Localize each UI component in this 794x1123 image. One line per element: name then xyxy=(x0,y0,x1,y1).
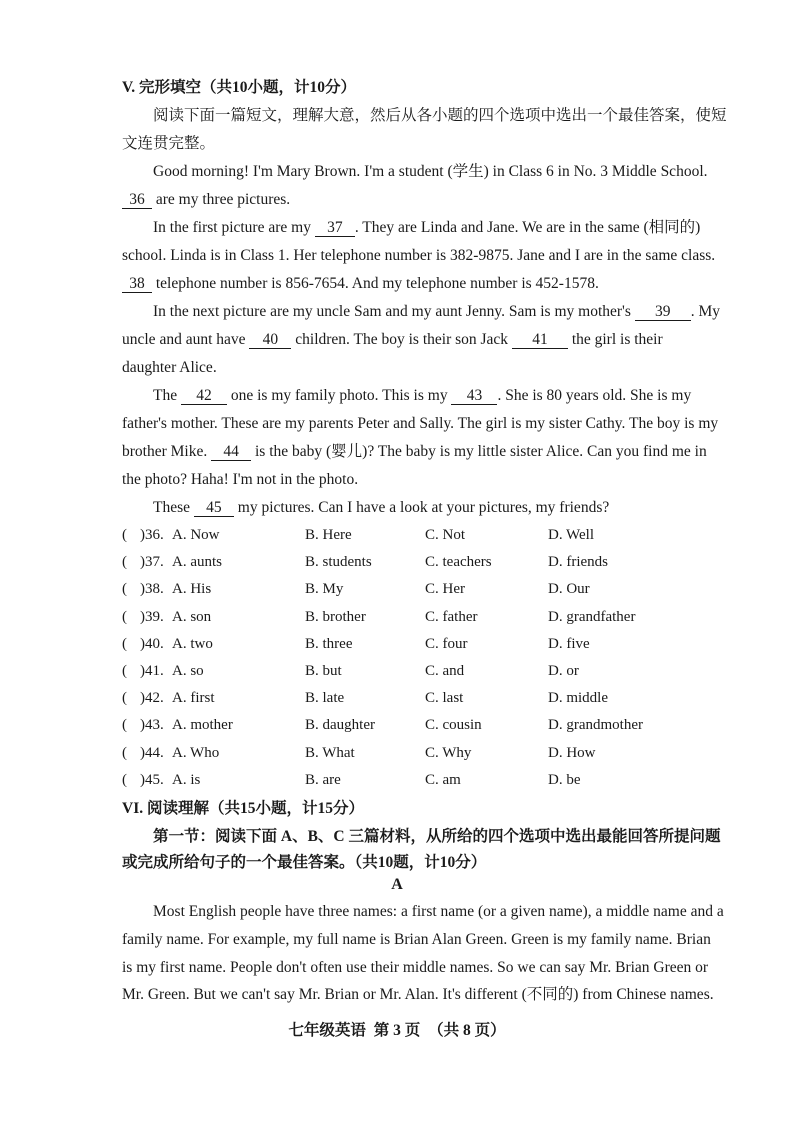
option-b: B. What xyxy=(305,744,355,761)
option-d: D. friends xyxy=(548,554,608,571)
option-d: D. five xyxy=(548,635,590,652)
passage-a-line: family name. For example, my full name is Brian Alan Green. Green is my family name. Brian xyxy=(122,931,711,948)
section-5-instruction: 阅读下面一篇短文，理解大意，然后从各小题的四个选项中选出一个最佳答案，使短 xyxy=(153,107,727,124)
passage-text: brother Mike. xyxy=(122,443,212,460)
passage-text: These xyxy=(153,499,194,516)
option-row xyxy=(0,772,794,796)
answer-bracket: ( xyxy=(122,744,127,761)
passage-line xyxy=(122,274,599,294)
option-row xyxy=(0,717,794,741)
option-c: C. last xyxy=(425,690,464,707)
passage-line xyxy=(153,302,720,322)
option-b: B. daughter xyxy=(305,717,375,734)
passage-line: daughter Alice. xyxy=(122,359,217,376)
passage-text: is the baby (婴儿)? The baby is my little sister Alice. Can you find me in xyxy=(251,443,707,460)
answer-bracket: ( xyxy=(122,663,127,679)
blank-36: 36 xyxy=(122,192,152,209)
option-c: C. four xyxy=(425,635,468,652)
option-c: C. teachers xyxy=(425,554,492,571)
passage-line xyxy=(153,386,691,406)
option-a: A. is xyxy=(172,771,201,788)
footer-total: （共 8 页） xyxy=(428,1022,506,1039)
option-a: A. mother xyxy=(172,717,233,734)
passage-text: one is my family photo. This is my xyxy=(226,387,452,404)
option-a: A. Now xyxy=(172,527,220,543)
passage-text: telephone number is 856-7654. And my telephone number is 452-1578. xyxy=(152,275,599,292)
passage-line xyxy=(153,218,700,238)
question-number: )38. xyxy=(140,581,164,598)
question-number: )42. xyxy=(140,690,164,707)
option-b: B. brother xyxy=(305,608,366,625)
option-b: B. are xyxy=(305,771,341,788)
answer-bracket: ( xyxy=(122,690,127,707)
option-b: B. late xyxy=(305,690,345,707)
question-number: )36. xyxy=(140,527,164,543)
passage-text: the girl is their xyxy=(567,331,663,348)
blank-45: 45 xyxy=(194,500,234,517)
passage-line xyxy=(122,330,663,350)
option-d: D. grandfather xyxy=(548,608,636,625)
option-a: A. Who xyxy=(172,744,220,761)
passage-line xyxy=(153,498,609,518)
option-d: D. be xyxy=(548,771,581,788)
section-6-title: VI. 阅读理解（共15小题，计15分） xyxy=(122,800,364,817)
option-b: B. My xyxy=(305,581,344,598)
blank-39: 39 xyxy=(635,304,691,321)
passage-text: children. The boy is their son Jack xyxy=(291,331,512,348)
answer-bracket: ( xyxy=(122,717,127,734)
blank-41: 41 xyxy=(512,332,568,349)
question-number: )37. xyxy=(140,554,164,571)
passage-text: are my three pictures. xyxy=(152,191,291,208)
page-footer xyxy=(0,1018,794,1040)
section-5-instruction-cont: 文连贯完整。 xyxy=(122,135,216,152)
option-d: D. grandmother xyxy=(548,717,643,734)
option-row xyxy=(0,636,794,660)
option-b: B. students xyxy=(305,554,372,571)
answer-bracket: ( xyxy=(122,581,127,598)
blank-40: 40 xyxy=(249,332,291,349)
option-c: C. cousin xyxy=(425,717,482,734)
passage-a-line: Mr. Green. But we can't say Mr. Brian or Mr. Alan. It's different (不同的) from Chinese names. xyxy=(122,986,714,1003)
passage-line: Good morning! I'm Mary Brown. I'm a student (学生) in Class 6 in No. 3 Middle School. xyxy=(153,163,708,180)
option-b: B. but xyxy=(305,663,342,679)
option-a: A. first xyxy=(172,690,215,707)
blank-38: 38 xyxy=(122,276,152,293)
option-row xyxy=(0,554,794,578)
option-d: D. How xyxy=(548,744,596,761)
passage-text: my pictures. Can I have a look at your pictures, my friends? xyxy=(233,499,610,516)
passage-text: In the next picture are my uncle Sam and my aunt Jenny. Sam is my mother's xyxy=(153,303,635,320)
answer-bracket: ( xyxy=(122,771,127,788)
passage-line: school. Linda is in Class 1. Her telephone number is 382-9875. Jane and I are in the same class. xyxy=(122,247,716,264)
option-d: D. or xyxy=(548,663,579,679)
passage-a-line: Most English people have three names: a first name (or a given name), a middle name and a xyxy=(153,903,724,920)
answer-bracket: ( xyxy=(122,554,127,571)
option-b: B. three xyxy=(305,635,353,652)
option-row xyxy=(0,745,794,769)
question-number: )45. xyxy=(140,771,164,788)
section-5-title: V. 完形填空（共10小题，计10分） xyxy=(122,79,356,96)
passage-line xyxy=(122,190,290,210)
question-number: )39. xyxy=(140,608,164,625)
passage-text: . They are Linda and Jane. We are in the same (相同的) xyxy=(354,219,701,236)
question-number: )41. xyxy=(140,663,164,679)
option-b: B. Here xyxy=(305,527,352,543)
option-row xyxy=(0,609,794,633)
question-number: )43. xyxy=(140,717,164,734)
option-d: D. Our xyxy=(548,581,590,598)
option-a: A. so xyxy=(172,663,204,679)
answer-bracket: ( xyxy=(122,635,127,652)
option-c: C. am xyxy=(425,771,461,788)
answer-bracket: ( xyxy=(122,608,127,625)
passage-a-letter: A xyxy=(391,876,403,893)
option-row xyxy=(0,527,794,551)
option-a: A. His xyxy=(172,581,212,598)
passage-line xyxy=(122,442,707,462)
option-row xyxy=(0,581,794,605)
footer-page: 第 3 页 xyxy=(373,1022,421,1039)
passage-text: . My xyxy=(690,303,721,320)
footer-subject: 七年级英语 xyxy=(288,1022,366,1039)
option-c: C. Her xyxy=(425,581,465,598)
option-a: A. aunts xyxy=(172,554,222,571)
section-6-instruction-cont: 或完成所给句子的一个最佳答案。（共10题，计10分） xyxy=(122,854,487,871)
passage-text: . She is 80 years old. She is my xyxy=(497,387,692,404)
option-c: C. Not xyxy=(425,527,466,543)
passage-text: uncle and aunt have xyxy=(122,331,250,348)
question-number: )40. xyxy=(140,635,164,652)
option-d: D. Well xyxy=(548,527,595,543)
option-a: A. two xyxy=(172,635,213,652)
option-a: A. son xyxy=(172,608,212,625)
section-6-instruction: 第一节：阅读下面 A、B、C 三篇材料，从所给的四个选项中选出最能回答所提问题 xyxy=(153,828,721,845)
blank-37: 37 xyxy=(315,220,355,237)
answer-bracket: ( xyxy=(122,527,127,543)
option-c: C. father xyxy=(425,608,478,625)
passage-text: The xyxy=(153,387,181,404)
option-d: D. middle xyxy=(548,690,608,707)
passage-text: In the first picture are my xyxy=(153,219,315,236)
question-number: )44. xyxy=(140,744,164,761)
blank-44: 44 xyxy=(211,444,251,461)
option-c: C. and xyxy=(425,663,465,679)
blank-42: 42 xyxy=(181,388,227,405)
blank-43: 43 xyxy=(451,388,497,405)
passage-line: the photo? Haha! I'm not in the photo. xyxy=(122,471,359,488)
option-row xyxy=(0,690,794,714)
passage-a-line: is my first name. People don't often use their middle names. So we can say Mr. Brian Green or xyxy=(122,959,709,976)
option-row xyxy=(0,663,794,687)
passage-line: father's mother. These are my parents Peter and Sally. The girl is my sister Cathy. The boy is my xyxy=(122,415,719,432)
option-c: C. Why xyxy=(425,744,472,761)
